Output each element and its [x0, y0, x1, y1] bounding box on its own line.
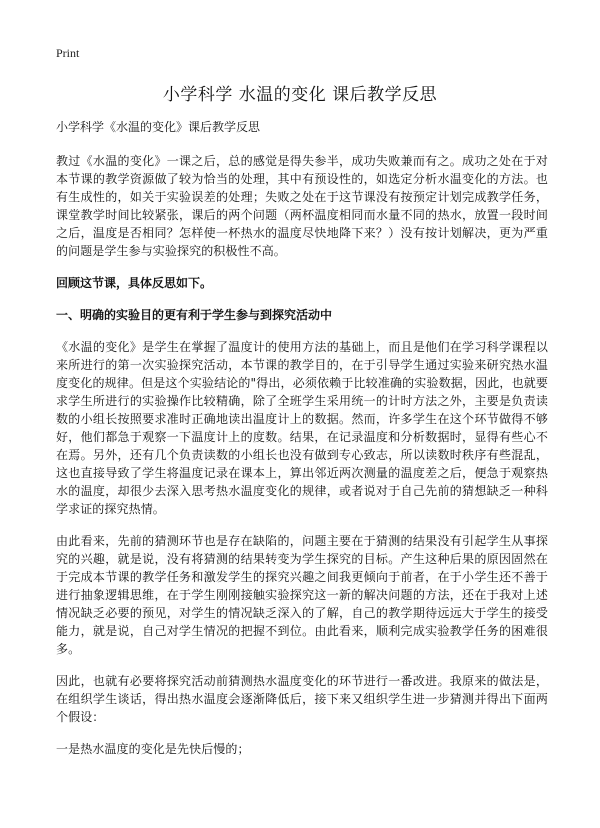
paragraph-experiment: 《水温的变化》是学生在掌握了温度计的使用方法的基础上，而且是他们在学习科学课程以来所进行的第一次实验探究活动，本节课的教学目的，在于引导学生通过实验来研究热水温度变化的规律。但是这个实验结论的"得出，必须依赖于比较准确的实验数据，因此，也就要求学生所进行的实验操作比较精确，除了全班学生采用统一的计时方法之外，主要是负责读数的小组长按照要求准时正确地读出温度计上的数据。然而，许多学生在这个环节做得不够好，他们都急于观察一下温度计上的度数。结果，在记录温度和分析数据时，显得有些心不在焉。另外，还有几个负责读数的小组长也没有做到专心致志，所以读数时秩序有些混乱，这也直接导致了学生将温度记录在课本上，算出邻近两次测量的温度差之后，便急于观察热水的温度，却很少去深入思考热水温度变化的规律，或者说对于自己先前的猜想缺乏一种科学求证的探究热情。	[56, 340, 548, 516]
print-link[interactable]: Print	[56, 46, 80, 60]
section-heading-review: 回顾这节课，具体反思如下。	[56, 276, 213, 290]
paragraph-improvement: 因此，也就有必要将探究活动前猜测热水温度变化的环节进行一番改进。我原来的做法是，在组织学生谈话，得出热水温度会逐渐降低后，接下来又组织学生进一步猜测并得出下面两个假设：	[56, 674, 548, 724]
paragraph-intro: 教过《水温的变化》一课之后，总的感觉是得失参半，成功失败兼而有之。成功之处在于对本节课的教学资源做了较为恰当的处理，其中有预设性的，如选定分析水温变化的方法。也有生成性的，如关于实验误差的处理；失败之处在于这节课没有按预定计划完成教学任务，课堂教学时间比较紧张，课后的两个问题（两杯温度相同而水量不同的热水，放置一段时间之后，温度是否相同？怎样使一杯热水的温度尽快地降下来？）没有按计划解决，更为严重的问题是学生参与实验探究的积极性不高。	[56, 154, 548, 258]
page-title: 小学科学 水温的变化 课后教学反思	[162, 85, 438, 105]
section-heading-one: 一、明确的实验目的更有利于学生参与到探究活动中	[56, 308, 333, 322]
article-subtitle: 小学科学《水温的变化》课后教学反思	[56, 120, 261, 134]
paragraph-hypothesis-one: 一是热水温度的变化是先快后慢的；	[56, 742, 250, 756]
paragraph-analysis: 由此看来，先前的猜测环节也是存在缺陷的，问题主要在于猜测的结果没有引起学生从事探究的兴趣，就是说，没有将猜测的结果转变为学生探究的目标。产生这种后果的原因固然在于完成本节课的教学任务和激发学生的探究兴趣之间我更倾向于前者，在于小学生还不善于进行抽象逻辑思维，在于学生刚刚接触实验探究这一新的解决问题的方法，还在于我对上述情况缺乏必要的预见，对学生的情况缺乏深入的了解，自己的教学期待远远大于学生的接受能力，就是说，自己对学生情况的把握不到位。由此看来，顺利完成实验教学任务的困难很多。	[56, 534, 548, 656]
article-body	[56, 118, 548, 772]
